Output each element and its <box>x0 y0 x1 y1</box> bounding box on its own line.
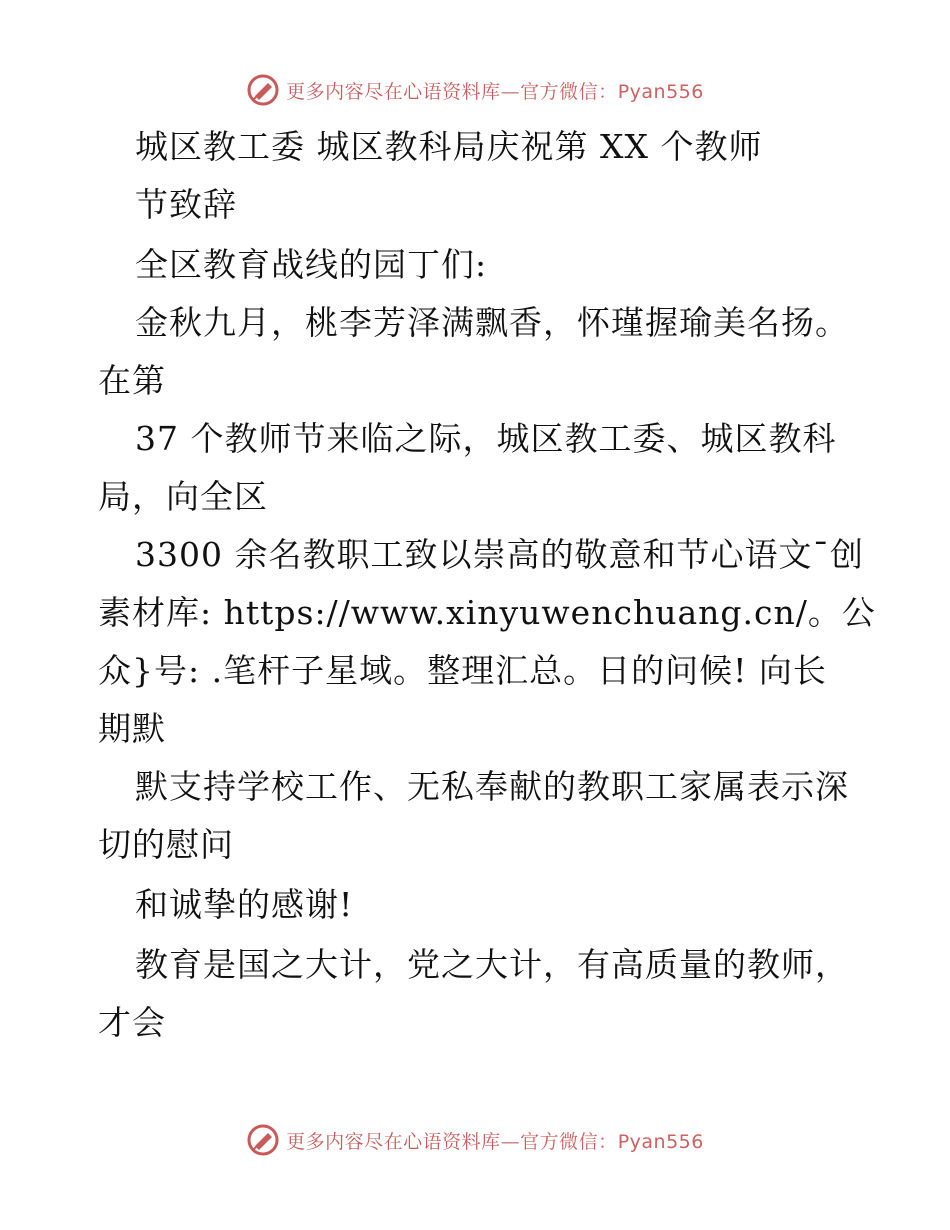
footer-watermark <box>0 1120 950 1160</box>
paragraph-line: 局，向全区 <box>98 477 268 516</box>
seal-logo-icon <box>246 73 280 107</box>
paragraph-line: 默支持学校工作、无私奉献的教职工家属表示深 <box>135 767 849 806</box>
watermark-text: 更多内容尽在心语资料库—官方微信：Pyan556 <box>286 80 704 103</box>
paragraph-line: 教育是国之大计，党之大计，有高质量的教师， <box>135 945 849 984</box>
paragraph-line: 切的慰问 <box>98 825 234 864</box>
header-watermark <box>0 70 950 110</box>
document-title-line-2: 节致辞 <box>135 185 237 224</box>
paragraph-line: 37 个教师节来临之际，城区教工委、城区教科 <box>135 419 837 458</box>
paragraph-line: 期默 <box>98 709 166 748</box>
paragraph-line: 和诚挚的感谢! <box>135 885 354 924</box>
paragraph-line: 金秋九月，桃李芳泽满飘香，怀瑾握瑜美名扬。 <box>135 303 849 342</box>
watermark-text: 更多内容尽在心语资料库—官方微信：Pyan556 <box>286 1130 704 1153</box>
document-title-line-1: 城区教工委 城区教科局庆祝第 XX 个教师 <box>135 127 763 166</box>
paragraph-line: 素材库: https://www.xinyuwenchuang.cn/。公 <box>98 593 876 632</box>
salutation: 全区教育战线的园丁们: <box>135 245 488 284</box>
paragraph-line: 3300 余名教职工致以崇高的敬意和节心语文¯创 <box>135 535 864 574</box>
seal-logo-icon <box>246 1123 280 1157</box>
paragraph-line: 才会 <box>98 1003 166 1042</box>
paragraph-line: 众}号: .笔杆子星域。整理汇总。日的问候! 向长 <box>98 651 827 690</box>
paragraph-line: 在第 <box>98 361 166 400</box>
